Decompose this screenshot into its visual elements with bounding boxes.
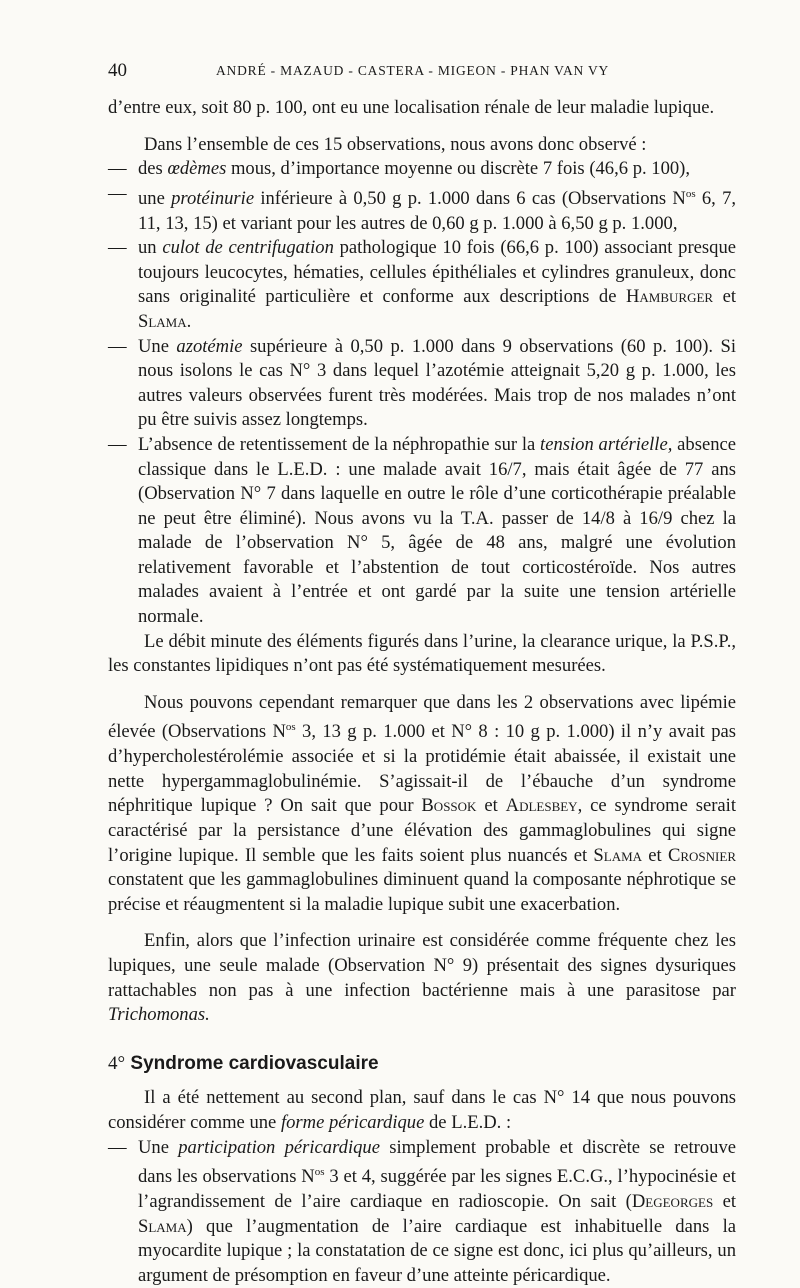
list-item-tension: — L’absence de retentissement de la néphropathie sur la tension artérielle, absence classique dans le L.E.D. : une malade avait 16/7, mais était âgée de 77 ans (Observation N° 7 dans laquelle en outre le rôle d’une corticothérapie préalable ne peut être éliminé). Nous avons vu la T.A. passer de 14/8 à 16/9 chez la malade de l’observation N° 5, âgée de 48 ans, malgré une évolution relativement favorable et l’abstention de tout corticostéroïde. Nos autres malades avaient à l’entrée et ont gardé par la suite une tension artérielle normale.	[108, 433, 736, 630]
paragraph-intro: d’entre eux, soit 80 p. 100, ont eu une localisation rénale de leur maladie lupique.	[108, 97, 715, 118]
paragraph-debit: Le débit minute des éléments figurés dans l’urine, la clearance urique, la P.S.P., les constantes lipidiques n’ont pas été systématiquement mesurées.	[108, 630, 736, 677]
page-number: 40	[108, 60, 127, 81]
paragraph-lipemie: Nous pouvons cependant remarquer que dans les 2 observations avec lipémie élevée (Observations $N^{os}$ 3, 13 g p. 1.000 et N° 8 : 10 g p. 1.000) il n’y avait pas d’hypercholestérolémie associée et si la protidémie était abaissée, il existait une nette hypergammaglobulinémie. S’agissait-il de l’ébauche d’un syndrome néphritique lupique ? On sait que pour Bossok et Adlesbey, ce syndrome serait caractérisé par la persistance d’une élévation des gammaglobulines qui signe l’origine lupique. Il semble que les faits soient plus nuancés et Slama et Crosnier constatent que les gammaglobulines diminuent quand la composante néphrotique se précise et réaugmentent si la maladie lupique subit une exacerbation.	[108, 691, 736, 915]
list-item-culot: — un culot de centrifugation pathologique 10 fois (66,6 p. 100) associant presque toujours leucocytes, hématies, cellules épithéliales et cylindres granuleux, donc sans originalité particulière et conforme aux descriptions de Hamburger et Slama.	[108, 236, 736, 334]
paragraph-summary: Dans l’ensemble de ces 15 observations, nous avons donc observé :	[144, 133, 647, 155]
paragraph-cardio: Il a été nettement au second plan, sauf dans le cas N° 14 que nous pouvons considérer comme une forme péricardique de L.E.D. :	[108, 1087, 736, 1133]
page-header	[108, 60, 736, 82]
list-item-azotemie: — Une azotémie supérieure à 0,50 p. 1.000 dans 9 observations (60 p. 100). Si nous isolons le cas N° 3 dans lequel l’azotémie atteignait 5,20 g p. 1.000, les autres valeurs observées furent très modérées. Mais trop de nos malades n’ont pu être suivis assez longtemps.	[108, 335, 736, 433]
section-heading-cardiovasculaire: 4° Syndrome cardiovasculaire	[108, 1052, 379, 1074]
list-item-pericardique: — Une participation péricardique simplement probable et discrète se retrouve dans les observations $N^{os}$ 3 et 4, suggérée par les signes E.C.G., l’hypocinésie et l’agrandissement de l’aire cardiaque en radioscopie. On sait (Degeorges et Slama) que l’augmentation de l’aire cardiaque est inhabituelle dans la myocardite lupique ; la constatation de ce signe est donc, ici plus qu’ailleurs, un argument de présomption en faveur d’une atteinte péricardique.	[108, 1136, 736, 1288]
running-title: ANDRÉ - MAZAUD - CASTERA - MIGEON - PHAN VAN VY	[216, 63, 610, 78]
page-body	[108, 96, 736, 1288]
paragraph-infection: Enfin, alors que l’infection urinaire est considérée comme fréquente chez les lupiques, une seule malade (Observation N° 9) présentait des signes dysuriques rattachables non pas à une infection bactérienne mais à une parasitose par Trichomonas.	[108, 930, 736, 1026]
list-item-proteinurie: — une protéinurie inférieure à 0,50 g p. 1.000 dans 6 cas (Observations $N^{os}$ 6, 7, 11, 13, 15) et variant pour les autres de 0,60 g p. 1.000 à 6,50 g p. 1.000,	[108, 182, 736, 236]
list-item-oedemes: — des œdèmes mous, d’importance moyenne ou discrète 7 fois (46,6 p. 100),	[108, 157, 736, 182]
